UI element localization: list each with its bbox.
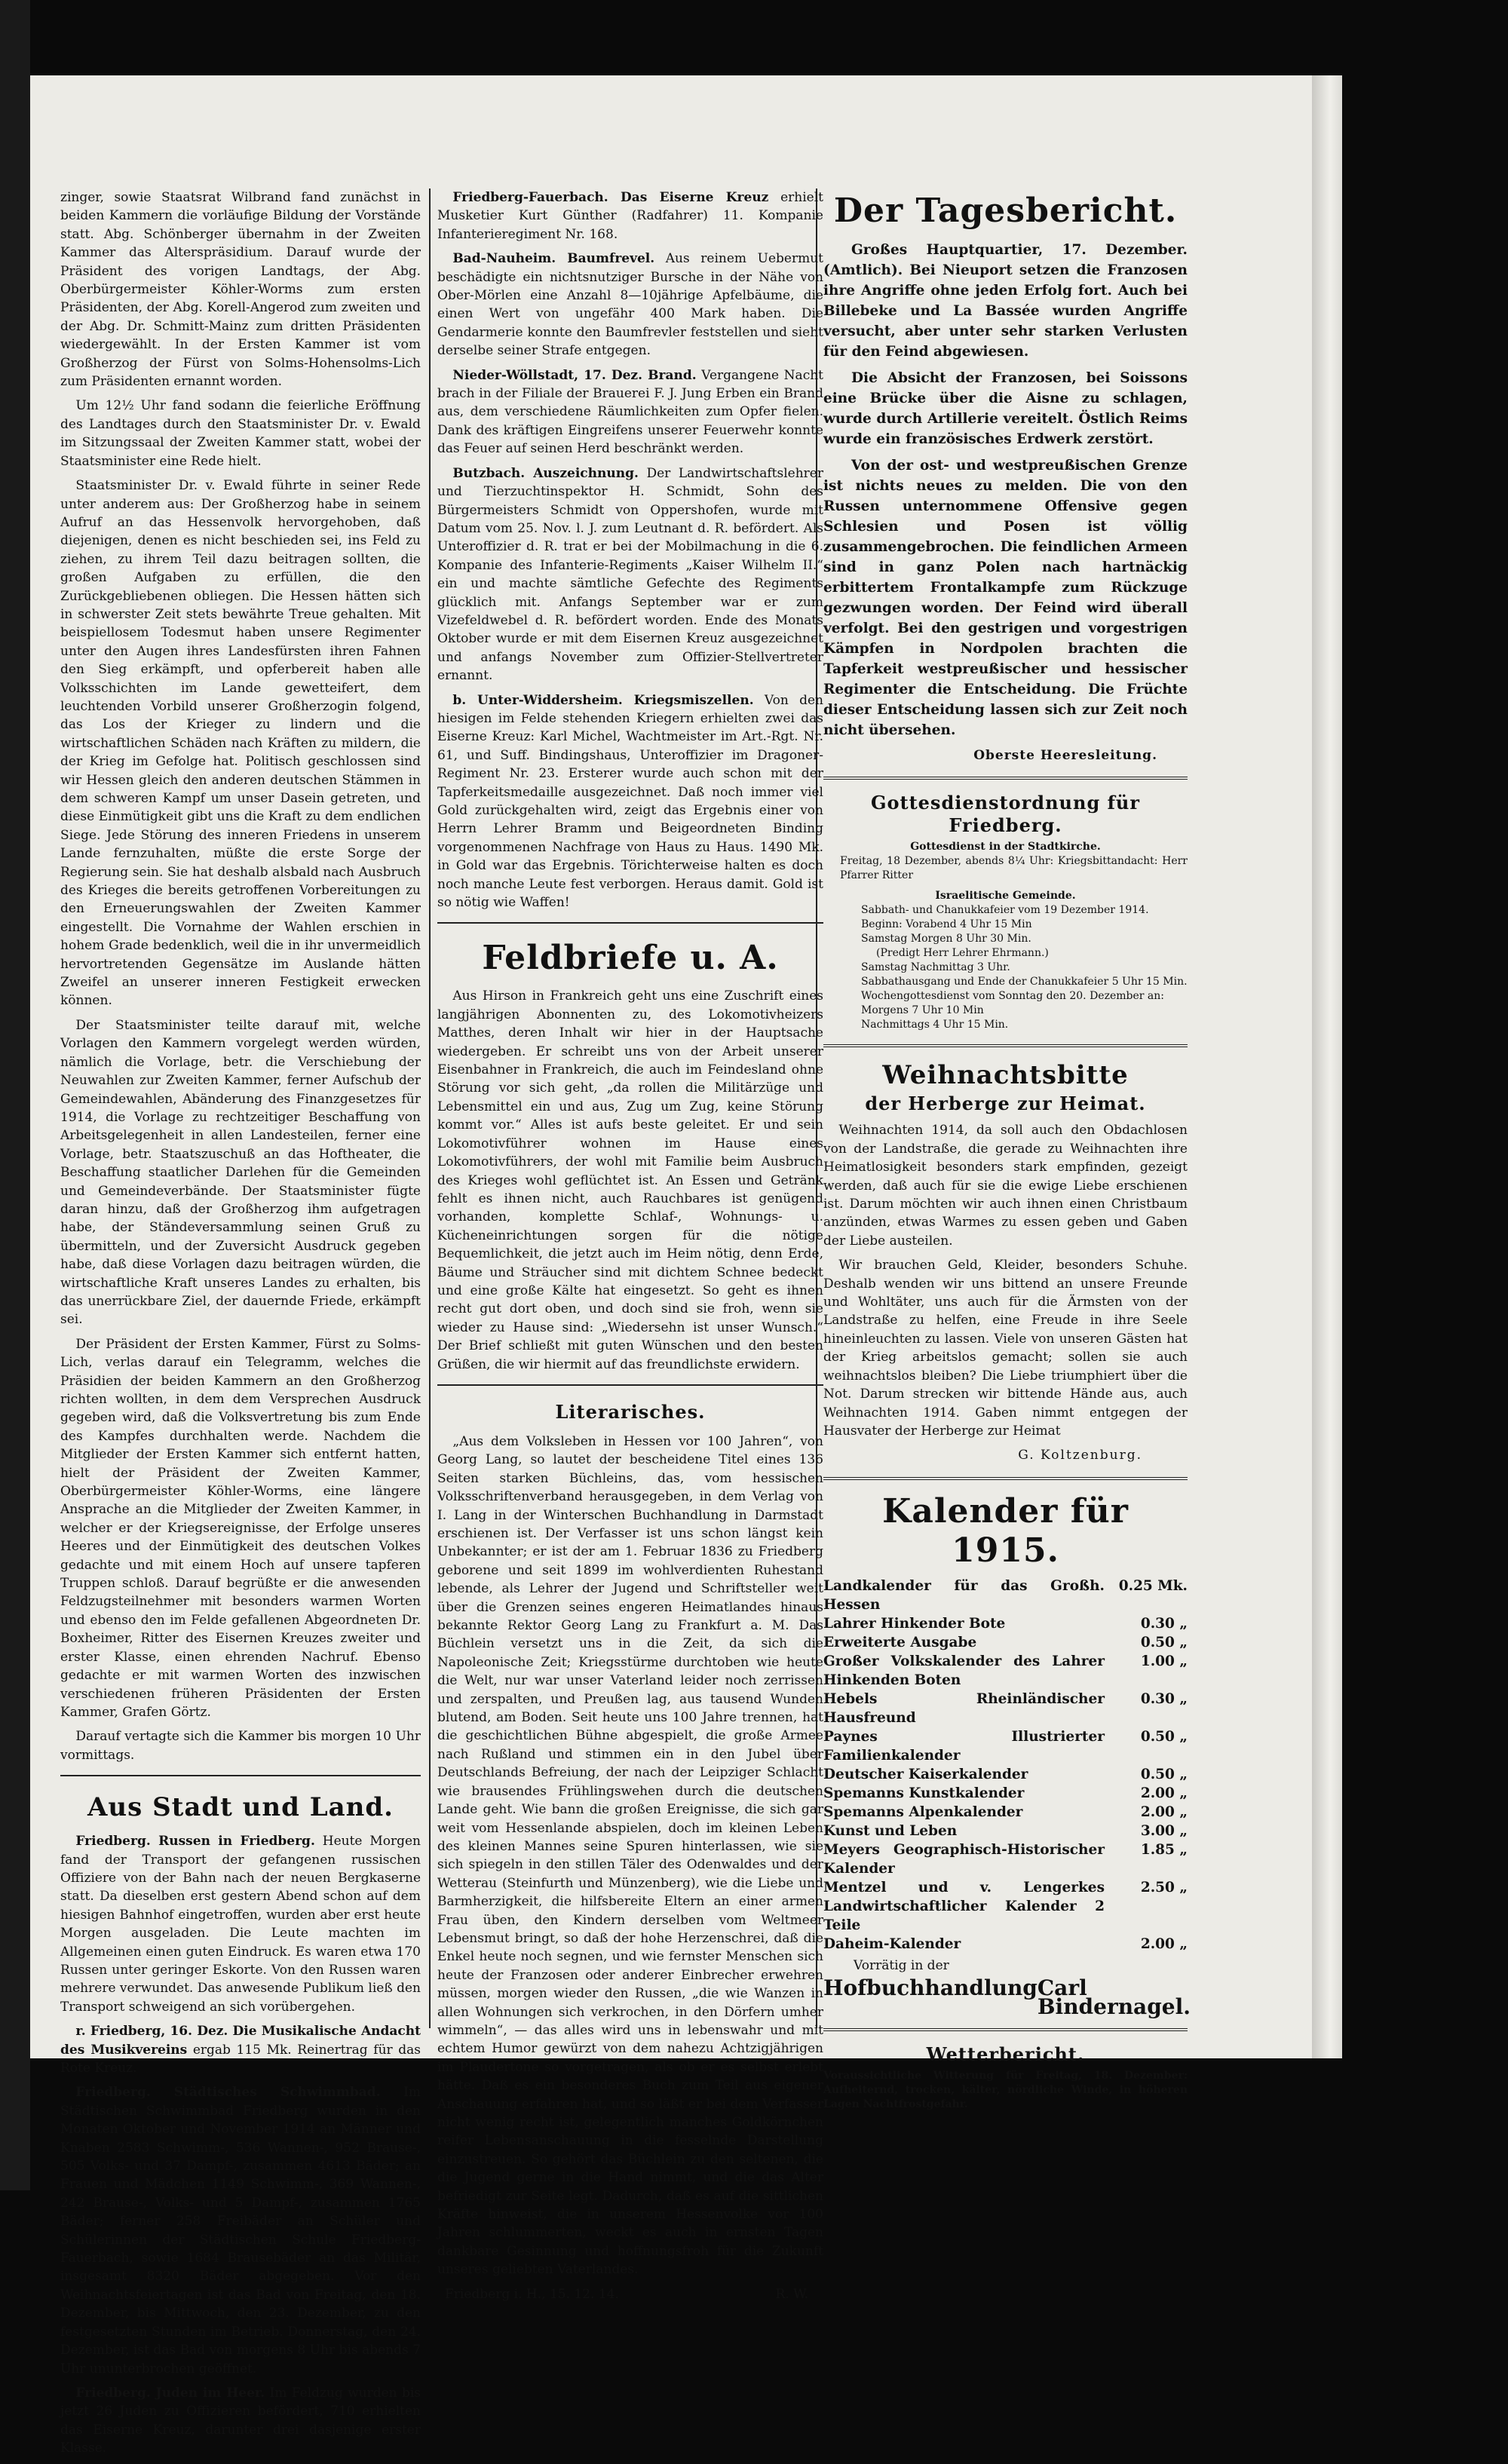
kalender-item-price: 1.85 „ <box>1140 1841 1188 1858</box>
kalender-item-label: Mentzel und v. Lengerkes Landwirtschaftlicher Kalender 2 Teile <box>823 1879 1105 1933</box>
kalender-item <box>823 1822 1188 1840</box>
news-headline: Nieder-Wöllstadt, 17. Dez. Brand. <box>452 367 697 383</box>
kalender-item-label: Spemanns Kunstkalender <box>823 1785 1025 1801</box>
kalender-item-price: 2.00 „ <box>1140 1804 1188 1820</box>
news-paragraph: Die Absicht der Franzosen, bei Soissons eine Brücke über die Aisne zu schlagen, wurde durch Artillerie vereitelt. Östlich Reims wurde ein französisches Erdwerk zerstört. <box>823 370 1188 447</box>
article-paragraph: Wir brauchen Geld, Kleider, besonders Schuhe. Deshalb wenden wir uns bittend an unsere Freunde und Wohltäter, uns auch für die Ärmsten von der Landstraße zu helfen, eine Freude in ihre Seele hineinleuchten zu lassen. Viele von unseren Gästen hat der Krieg arbeitslos gemacht; sollen sie auch weihnachtslos bleiben? Die Liebe triumphiert über die Not. Darum strecken wir bittende Hände aus, auch Weihnachten 1914. Gaben nimmt entgegen der Hausvater der Herberge zur Heimat <box>823 1258 1188 1439</box>
kalender-item-price: 0.25 Mk. <box>1118 1577 1188 1594</box>
kalender-item-label: Hebels Rheinländischer Hausfreund <box>823 1690 1105 1726</box>
gottesdienst-subtitle: Israelitische Gemeinde. <box>935 890 1076 903</box>
kalender-item-price: 0.30 „ <box>1140 1690 1188 1707</box>
news-headline: r. Friedberg, 16. Dez. Die Musikalische Andacht des Musikvereins <box>60 2024 421 2058</box>
kalender-item <box>823 1577 1188 1614</box>
wetterbericht-text: Voraussichtliche Witterung für Freitag, 18. Dezember: Aufheiternd, trocken, kälter, nördliche Winde, in höheren Lagen Nachtfrostgefahr. <box>823 2069 1188 2110</box>
kalender-list <box>823 1577 1188 1954</box>
article-paragraph: Weihnachten 1914, da soll auch den Obdachlosen von der Landstraße, die gerade zu Weihnachten ihre Heimatlosigkeit besonders stark empfinden, gezeigt werden, daß auch für sie die ewige Liebe erschienen ist. Darum möchten wir auch ihnen einen Christbaum anzünden, etwas Warmes zu essen geben und Gaben der Liebe austeilen. <box>823 1123 1188 1249</box>
signature: Oberste Heeresleitung. <box>973 748 1157 763</box>
gottesdienst-line: Beginn: Vorabend 4 Uhr 15 Min <box>861 918 1032 931</box>
kalender-item-label: Erweiterte Ausgabe <box>823 1634 977 1650</box>
gottesdienst-subtitle: Gottesdienst in der Stadtkirche. <box>910 841 1101 854</box>
article-paragraph: Darauf vertagte sich die Kammer bis morgen 10 Uhr vormittags. <box>60 1729 421 1763</box>
news-paragraph: Großes Hauptquartier, 17. Dezember. (Amtlich). Bei Nieuport setzen die Franzosen ihre Angriffe ohne jeden Erfolg fort. Auch bei Billebeke und La Bassée wurden Angriffe versucht, aber unter sehr starken Verlusten für den Feind abgewiesen. <box>823 242 1188 360</box>
kalender-title: Kalender für 1915. <box>882 1491 1129 1570</box>
dateline: Friedberg i. H., 15. 12. 14. <box>445 2286 619 2302</box>
wetterbericht-title: Wetterbericht. <box>926 2043 1085 2065</box>
kalender-item-price: 2.00 „ <box>1140 1935 1188 1952</box>
tagesbericht-body <box>823 240 1188 740</box>
kalender-item-price: 3.00 „ <box>1140 1822 1188 1839</box>
kalender-item-label: Meyers Geographisch-Historischer Kalender <box>823 1841 1105 1877</box>
gottesdienst-line: Morgens 7 Uhr 10 Min <box>861 1004 984 1017</box>
scan-border <box>0 0 30 2190</box>
kalender-item-label: Deutscher Kaiserkalender <box>823 1766 1028 1782</box>
kalender-item-price: 1.00 „ <box>1140 1653 1188 1669</box>
kalender-item <box>823 1878 1188 1935</box>
news-text: erhielt Musketier Kurt Günther (Radfahrer) 11. Kompanie Infanterieregiment Nr. 168. <box>437 190 824 242</box>
kalender-item <box>823 1765 1188 1784</box>
divider <box>823 1477 1188 1480</box>
gottesdienst-title: Gottesdienstordnung für Friedberg. <box>870 792 1140 837</box>
gottesdienst-line: Freitag, 18 Dezember, abends 8¼ Uhr: Kriegsbittandacht: Herr Pfarrer Ritter <box>840 855 1188 882</box>
kalender-item <box>823 1935 1188 1954</box>
news-headline: Friedberg. Städtisches Schwimmbad. <box>75 2085 381 2101</box>
page-shadow <box>1312 2058 1342 2096</box>
news-headline: Friedberg-Fauerbach. Das Eiserne Kreuz <box>452 190 769 205</box>
news-text: Von den hiesigen im Felde stehenden Kriegern erhielten zwei das Eiserne Kreuz: Karl Michel, Wachtmeister im Art.-Rgt. Nr. 61, und Suff. Bindingshaus, Unteroffizier im Dragoner-Regiment Nr. 23. Ersterer wurde auch schon mit der Tapferkeitsmedaille ausgezeichnet. Daß noch immer viel Gold zurückgehalten wird, zeigt das Ergebnis einer von Herrn Lehrer Bramm und Beigeordneten Binding vorgenommenen Nachfrage von Haus zu Haus. 1490 Mk. in Gold war das Ergebnis. Törichterweise halten es doch noch manche Leute fest verborgen. Heraus damit. Gold ist so nötig wie Waffen! <box>437 692 823 911</box>
weihnachtsbitte-signature: G. Koltzenburg. <box>1018 1448 1142 1463</box>
kalender-item-label: Kunst und Leben <box>823 1822 958 1839</box>
column-3 <box>823 188 1191 2112</box>
gottesdienst-line: Sabbathausgang und Ende der Chanukkafeier 5 Uhr 15 Min. <box>861 976 1188 988</box>
gottesdienst-line: Sabbath- und Chanukkafeier vom 19 Dezember 1914. <box>861 904 1149 917</box>
column-2 <box>437 188 823 2303</box>
divider <box>437 922 823 924</box>
section-heading: Feldbriefe u. A. <box>482 939 779 978</box>
news-text: Im Städtischen Schwimmbad Friedberg wurden in den Monaten Oktober und November 1914 an Männer und Knaben 2583 Schwimm-, 536 Wannen-, 952 Brause-, 505 Volks- und 37 Dampf-, zusammen 4613 Bäder; an Frauen und Mädchen 1149 Schwimm-, 369 Wannen-, 242 Brause-, Volks- und 5 Dampf-, zusammen 1765 Bäder; ferner 258 Freibäder an Schüler und Schülerinnen der Städtischen Schule Friedberg-Fauerbach, sowie 1684 Brausebäder an das Militär, insgesamt 8320 Bäder abgegeben. Vor den Weihnachtsfeiertagen ist das Bad von Freitag, den 18. Dezember, bis Mittwoch, den 23. Dezember, zu den festgesetzten Stunden im Betrieb. Donnerstag, den 24. Dezember, ist das Bad von morgens 8 Uhr bis abends 7 Uhr ununterbrochen geöffnet. <box>60 2085 421 2377</box>
kalender-item-price: 0.50 „ <box>1140 1728 1188 1745</box>
kalender-item-price: 2.50 „ <box>1140 1879 1188 1896</box>
article-paragraph: Um 12½ Uhr fand sodann die feierliche Eröffnung des Landtages durch den Staatsminister Dr. v. Ewald im Sitzungssaal der Zweiten Kammer statt, wobei der Staatsminister eine Rede hielt. <box>60 398 421 469</box>
news-text: Vergangene Nacht brach in der Filiale der Brauerei F. J. Jung Erben ein Brand aus, dem verschiedene Räumlichkeiten zum Opfer fielen. Dank des kräftigen Eingreifens unserer Feuerwehr konnte das Feuer auf seinen Herd beschränkt werden. <box>437 367 823 457</box>
section-heading: Literarisches. <box>555 1400 706 1423</box>
kalender-item-price: 0.50 „ <box>1140 1634 1188 1650</box>
weihnachtsbitte-subtitle: der Herberge zur Heimat. <box>865 1093 1146 1115</box>
kalender-item <box>823 1784 1188 1803</box>
bookshop-label: Hofbuchhandlung <box>823 1975 1038 2001</box>
news-headline: Friedberg. Russen in Friedberg. <box>75 1834 315 1850</box>
gottesdienst-line: Nachmittags 4 Uhr 15 Min. <box>861 1019 1009 1031</box>
divider <box>823 1044 1188 1047</box>
news-text: Aus reinem Uebermut beschädigte ein nichtsnutziger Bursche in der Nähe von Ober-Mörlen eine Anzahl 8—10jährige Apfelbäume, die einen Wert von ungefähr 400 Mark haben. Die Gendarmerie konnte den Baumfrevler feststellen und sieht derselbe seiner Strafe entgegen. <box>437 251 823 359</box>
column-rule-1 <box>429 188 431 2028</box>
article-paragraph: Staatsminister Dr. v. Ewald führte in seiner Rede unter anderem aus: Der Großherzog habe in seinem Aufruf an das Hessenvolk hervorgehoben, daß diejenigen, denen es nicht beschieden sei, ins Feld zu ziehen, zu ihrem Teil dazu beitragen sollten, die großen Aufgaben zu erfüllen, die den Zurückgebliebenen obliegen. Die Hessen hätten sich in schwerster Zeit stets bewährte Treue gehalten. Mit beispiellosem Todesmut haben unsere Regimenter unter den Augen ihres Landesfürsten ihren Fahnen den Sieg erkämpft, und opferbereit haben alle Volksschichten im Lande gewetteifert, dem leuchtenden Vorbild unserer Großherzogin folgend, das Los der Krieger zu lindern und die wirtschaftlichen Schäden nach Kräften zu mildern, die der Krieg im Gefolge hat. Politisch geschlossen sind wir Hessen gleich den anderen deutschen Stämmen in dem schweren Kampf um unser Dasein getreten, und diese Einmütigkeit gibt uns die Kraft zu dem endlichen Siege. Jede Störung des inneren Friedens in unserem Lande fernzuhalten, müßte die erste Sorge der Regierung sein. Sie hat deshalb alsbald nach Ausbruch des Krieges die bereits getroffenen Vorbereitungen zu den Erneuerungswahlen der Zweiten Kammer eingestellt. Die Vornahme der Wahlen erschien in hohem Grade bedenklich, weil die in ihr unvermeidlich hervortretenden Gegensätze im Auslande hätten Zweifel an unserer inneren Festigkeit erwecken können. <box>60 478 421 1009</box>
kalender-item-price: 0.50 „ <box>1140 1766 1188 1782</box>
news-headline: Friedberg. Juden im Heer. <box>75 2385 265 2401</box>
section-heading: Aus Stadt und Land. <box>87 1792 394 1823</box>
news-headline: Butzbach. Auszeichnung. <box>452 465 639 481</box>
kalender-item <box>823 1840 1188 1878</box>
divider <box>823 2028 1188 2031</box>
divider <box>60 1775 421 1776</box>
kalender-available: Vorrätig in der <box>854 1957 949 1973</box>
kalender-item-label: Daheim-Kalender <box>823 1935 961 1952</box>
gottesdienst-line: Samstag Nachmittag 3 Uhr. <box>861 961 1010 974</box>
article-paragraph: Der Staatsminister teilte darauf mit, welche Vorlagen den Kammern vorgelegt werden würden, nämlich die Vorlage, betr. die Verschiebung der Neuwahlen zur Zweiten Kammer, ferner Aufschub der Gemeindewahlen, Abänderung des Finanzgesetzes für 1914, die Vorlage zu rechtzeitiger Beschaffung von Arbeitsgelegenheit in allen Landesteilen, ferner eine Vorlage, betr. Staatszuschuß an das Hoftheater, die Beschaffung staatlicher Darlehen für die Gemeinden und Gemeindeverbände. Der Staatsminister fügte daran hinzu, daß der Großherzog ihm aufgetragen habe, der Ständeversammlung seinen Gruß zu übermitteln, und der Zuversicht Ausdruck gegeben habe, daß diese Vorlagen dazu beitragen würden, die wirtschaftliche Kraft unseres Landes zu erhalten, bis das unerrückbare Ziel, der dauernde Friede, erkämpft sei. <box>60 1017 421 1328</box>
gottesdienst-line: Samstag Morgen 8 Uhr 30 Min. <box>861 933 1031 945</box>
kalender-item-price: 2.00 „ <box>1140 1785 1188 1801</box>
author-initials: R. W. <box>775 2286 808 2302</box>
article-paragraph: Aus Hirson in Frankreich geht uns eine Zuschrift eines langjährigen Abonnenten zu, des Lokomotivheizers Matthes, deren Inhalt wir hier in der Hauptsache wiedergeben. Er schreibt uns von der Arbeit unserer Eisenbahner in Frankreich, die auch im Feindesland ohne Störung vor sich geht, „da rollen die Militärzüge und Lebensmittel ein und aus, Zug um Zug, keine Störung kommt vor.“ Alles ist aufs beste geleitet. Er und sein Lokomotivführer wohnen im Hause eines Lokomotivführers, der wohl mit Familie beim Ausbruch des Krieges wohl geflüchtet ist. An Essen und Getränk fehlt es ihnen nicht, auch Rauchbares ist genügend vorhanden, komplette Schlaf-, Wohnungs- u. Kücheneinrichtungen sorgen für die nötige Bequemlichkeit, die jetzt auch im Heim nötig, denn Erde, Bäume und Sträucher sind mit dichtem Schnee bedeckt und eine große Kälte hat eingesetzt. So geht es ihnen recht gut dort oben, und doch sind sie froh, wenn sie wieder zu Hause sind: „Wiedersehn ist unser Wunsch.“ Der Brief schließt mit guten Wünschen und den besten Grüßen, die wir hiermit auf das freundlichste erwidern. <box>437 988 823 1372</box>
news-headline: b. Unter-Widdersheim. Kriegsmiszellen. <box>452 692 754 708</box>
column-1 <box>60 188 421 2464</box>
kalender-item <box>823 1803 1188 1822</box>
page-edge <box>1312 75 1342 2058</box>
divider <box>437 1384 823 1386</box>
gottesdienst-line: Wochengottesdienst vom Sonntag den 20. Dezember an: <box>861 990 1164 1003</box>
gottesdienst-line: (Predigt Herr Lehrer Ehrmann.) <box>876 947 1049 960</box>
weihnachtsbitte-title: Weihnachtsbitte <box>882 1060 1129 1091</box>
bookshop-owner: Carl Bindernagel. <box>1037 1975 1191 2019</box>
kalender-item <box>823 1614 1188 1633</box>
kalender-item-label: Lahrer Hinkender Bote <box>823 1615 1006 1632</box>
kalender-item <box>823 1633 1188 1652</box>
article-footer <box>437 2285 823 2303</box>
tagesbericht-title: Der Tagesbericht. <box>833 192 1178 230</box>
article-paragraph: Der Präsident der Ersten Kammer, Fürst zu Solms-Lich, verlas darauf ein Telegramm, welches die Präsidien der beiden Kammern an den Großherzog richten wollten, in dem dem Versprechen Ausdruck gegeben wird, daß die Volksvertretung bis zum Ende des Kampfes durchhalten werde. Nachdem die Mitglieder der Ersten Kammer sich entfernt hatten, hielt der Präsident der Zweiten Kammer, Oberbürgermeister Köhler-Worms, eine längere Ansprache an die Mitglieder der Zweiten Kammer, in welcher er der Kriegsereignisse, der Erfolge unseres Heeres und der Einmütigkeit des deutschen Volkes gedachte und mit einem Hoch auf unsere tapferen Truppen schloß. Darauf begrüßte er die anwesenden Feldzugsteilnehmer mit besonders warmen Worten und ebenso den im Felde gefallenen Abgeordneten Dr. Boxheimer, Ritter des Eisernen Kreuzes zweiter und erster Klasse, einen ehrenden Nachruf. Ebenso gedachte er mit warmen Worten des inzwischen verschiedenen früheren Präsidenten der Ersten Kammer, Grafen Görtz. <box>60 1336 421 1720</box>
kalender-item-label: Landkalender für das Großh. Hessen <box>823 1577 1105 1613</box>
kalender-item <box>823 1727 1188 1765</box>
news-text: Im Feldzug wurden bis jetzt 26 Juden zu Offizieren befördert, 710 erhielten das Eiserne Kreuz, darunter drei dasjenige erster Klasse. <box>60 2385 421 2456</box>
news-text: Heute Morgen fand der Transport der gefangenen russischen Offiziere von der Bahn nach der neuen Bergkaserne statt. Da dieselben erst gestern Abend schon auf dem hiesigen Bahnhof eingetroffen, wurden aber erst heute Morgen ausgeladen. Die Leute machten im Allgemeinen einen guten Eindruck. Es waren etwa 170 Russen unter geringer Eskorte. Von den Russen waren mehrere verwundet. Das anwesende Publikum ließ den Transport schweigend an sich vorübergehen. <box>60 1834 421 2015</box>
news-text: Der Landwirtschaftslehrer und Tierzuchtinspektor H. Schmidt, Sohn des Bürgermeisters Schmidt von Oppershofen, wurde mit Datum vom 25. Nov. l. J. zum Leutnant d. R. befördert. Als Unteroffizier d. R. trat er bei der Mobilmachung in die 6. Kompanie des Infanterie-Regiments „Kaiser Wilhelm II.“ ein und machte sämtliche Gefechte des Regiments glücklich mit. Anfangs September war er zum Vizefeldwebel d. R. befördert worden. Ende des Monats Oktober wurde er mit dem Eisernen Kreuz ausgezeichnet und anfangs November zum Offizier-Stellvertreter ernannt. <box>437 465 823 684</box>
kalender-item <box>823 1690 1188 1727</box>
news-paragraph: Von der ost- und westpreußischen Grenze ist nichts neues zu melden. Die von den Russen unternommene Offensive gegen Schlesien und Posen ist völlig zusammengebrochen. Die feindlichen Armeen sind in ganz Polen nach hartnäckig erbittertem Frontalkampfe zum Rückzuge gezwungen worden. Der Feind wird überall verfolgt. Bei den gestrigen und vorgestrigen Kämpfen in Nordpolen brachten die Tapferkeit westpreußischer und hessischer Regimenter die Entscheidung. Die Früchte dieser Entscheidung lassen sich zur Zeit noch nicht übersehen. <box>823 458 1188 738</box>
article-paragraph: „Aus dem Volksleben in Hessen vor 100 Jahren“, von Georg Lang, so lautet der bescheidene Titel eines 136 Seiten starken Büchleins, das, vom hessischen Volksschriftenverband herausgegeben, in dem Verlag von I. Lang in der Winterschen Buchhandlung in Darmstadt erschienen ist. Der Verfasser ist uns schon längst kein Unbekannter; er ist der am 1. Februar 1836 zu Friedberg geborene und seit 1899 im wohlverdienten Ruhestand lebende, als Lehrer der Jugend und Schriftsteller weit über die Grenzen seines engeren Heimatlandes hinaus bekannte Rektor Georg Lang zu Frankfurt a. M. Das Büchlein versetzt uns in die Zeit, da sich die Napoleonische Zeit; Kriegsstürme durchtoben wie heute die Welt, nur war unser Vaterland leider noch zerrissen und zerspalten, und Preußen lag, aus tausend Wunden blutend, am Boden. Seit heute uns 100 Jahre trennen, hat die geschichtlichen Bühne abgespielt, die große Armee nach Rußland und stimmen ein in den Jubel über Deutschlands Befreiung, der nach der Leipziger Schlacht wie brausendes Frühlingswehen durch die deutschen Lande geht. Wie bann die großen Ereignisse, die sich gar weit vom Hessenlande abspielen, doch im kleinen Leben des kleinen Mannes seine Spuren hinterlassen, wie sie sich spiegeln in den stillen Täler des Odenwaldes und der Wetterau (Steinfurth und Münzenberg), wie die Liebe und Barmherzigkeit, die hilfsbereite Eltern an einer armen Frau üben, den Kindern derselben vom Weltmeer Lebensmut bringt, so daß der hohe Herzenschrei, daß die Enkel heute noch segnen, und wie fernster Menschen sich heute der Franzosen oder anderer Einbrecher erwehren müssen, morgen wieder den Russen, „die wie Wanzen in allen Wohnungen sich verkrochen, in den Dörfern umher wimmeln“, — das alles wird uns in lebenswahr und mit echtem Humor gewürzt von dem nahezu Achtzigjährigen im Plaudertone so vorgetragen, als ob er es selbst erlebt hätte. Daß es ein besonderes Buch zum Teil aus eigener Anschauung erfahren hat, und so läßt er bei dem Verfasser nicht wenig recht ist, gelegentlich manches Goldkörnchen reifer Lebensanschauung in die fesselnde Darstellung einzustreuen. So gehört das Büchlein zu den seltenen, die die Jugend gerne in die Hand nimmt, und die das Alter befriedigt zur Seite legt. Dadurch, daß es auf die sittlichen Kräfte hinweist, die in unserem Hessenvolke vor 100 Jahren schlummerten, weckt es auch in ernsten Tagen dankbare Gesinnung und hoffnungsfroh für die Zukunft unseres geliebten Vaterlandes. <box>437 1433 823 2278</box>
kalender-item-label: Paynes Illustrierter Familienkalender <box>823 1728 1105 1764</box>
kalender-item <box>823 1652 1188 1690</box>
news-text: ergab 115 Mk. Reinertrag für das Rote Kreuz. <box>60 2042 421 2076</box>
news-headline: Bad-Nauheim. Baumfrevel. <box>452 251 655 267</box>
kalender-item-price: 0.30 „ <box>1140 1615 1188 1632</box>
bookshop-name <box>823 1975 1191 2019</box>
kalender-item-label: Spemanns Alpenkalender <box>823 1804 1023 1820</box>
divider <box>823 777 1188 780</box>
article-paragraph: zinger, sowie Staatsrat Wilbrand fand zunächst in beiden Kammern die vorläufige Bildung der Vorstände statt. Abg. Schönberger übernahm in der Zweiten Kammer das Alterspräsidium. Darauf wurde der Präsident des vorigen Landtags, der Abg. Oberbürgermeister Köhler-Worms zum ersten Präsidenten, der Abg. Korell-Angerod zum zweiten und der Abg. Dr. Schmitt-Mainz zum dritten Präsidenten wiedergewählt. In der Ersten Kammer ist vom Großherzog der Fürst von Solms-Hohensolms-Lich zum Präsidenten ernannt worden. <box>60 190 421 390</box>
kalender-item-label: Großer Volkskalender des Lahrer Hinkenden Boten <box>823 1653 1105 1688</box>
